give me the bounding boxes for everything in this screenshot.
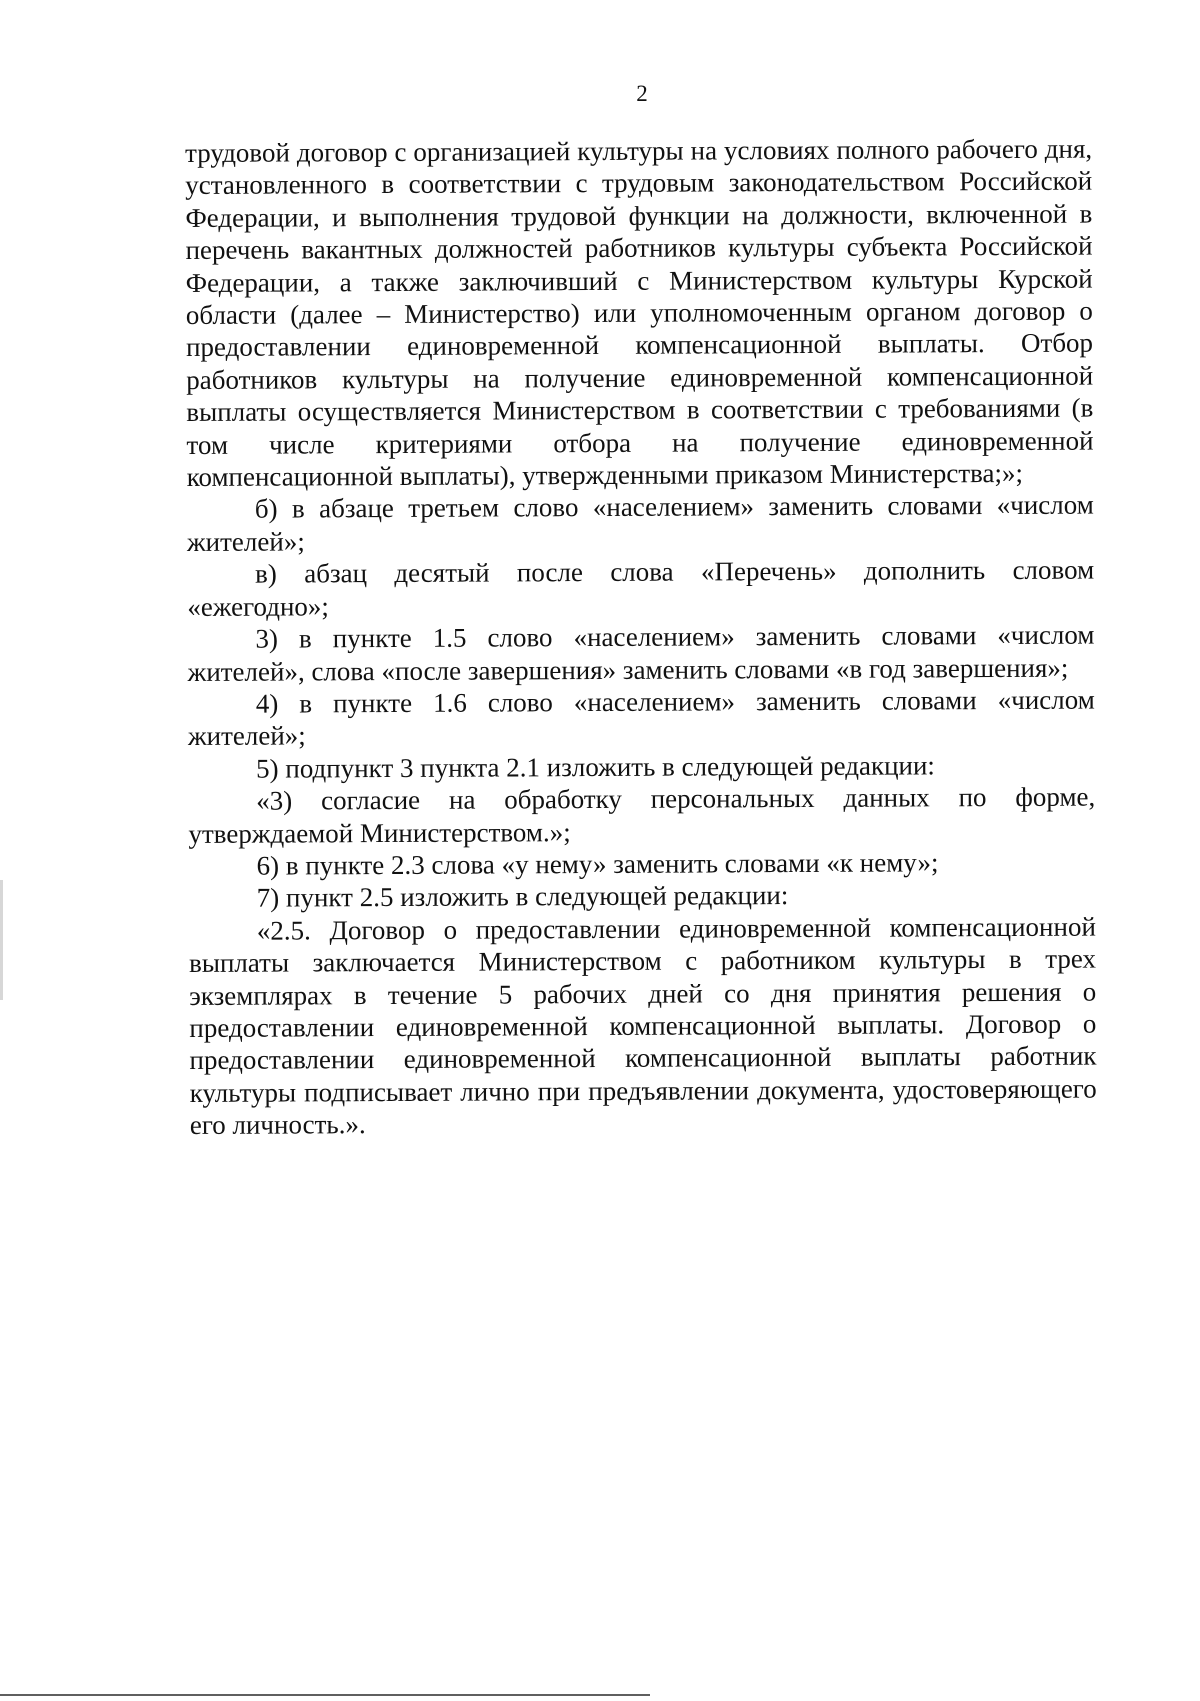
paragraph-amendment-b: б) в абзаце третьем слово «населением» заменить словами «числом жителей»; [186, 490, 1094, 557]
paragraph-item-6: 6) в пункте 2.3 слова «у нему» заменить словами «к нему»; [256, 847, 939, 881]
page-number: 2 [636, 81, 648, 106]
paragraph-item-7: 7) пункт 2.5 изложить в следующей редакции: [256, 880, 789, 914]
paragraph-amendment-v: в) абзац десятый после слова «Перечень» дополнить словом «ежегодно»; [187, 554, 1095, 622]
scan-bottom-edge-line [0, 1694, 650, 1696]
paragraph-item-5: 5) подпункт 3 пункта 2.1 изложить в следующей редакции: [256, 750, 935, 784]
document-body [185, 133, 1097, 1142]
paragraph-item-5-quote: «3) согласие на обработку персональных данных по форме, утверждаемой Министерством.»; [188, 781, 1096, 849]
paragraph-item-7-quote: «2.5. Договор о предоставлении единовременной компенсационной выплаты заключается Министерством с работником культуры в трех экземплярах в течение 5 рабочих дней со дня принятия решения о предоставлении единовременной компенсационной выплаты. Договор о предоставлении единовременной компенсационной выплаты работник культуры подписывает лично при предъявлении документа, удостоверяющего его личность.». [188, 911, 1097, 1141]
paragraph-item-3: 3) в пункте 1.5 слово «населением» заменить словами «числом жителей», слова «после завершения» заменить словами «в год завершения»; [187, 619, 1095, 687]
paragraph-continuation: трудовой договор с организацией культуры на условиях полного рабочего дня, установленного в соответствии с трудовым законодательством Российской Федерации, и выполнения трудовой функции на должности, включенной в перечень вакантных должностей работников культуры субъекта Российской Федерации, а также заключивший с Министерством культуры Курской области (далее – Министерство) или уполномоченным органом договор о предоставлении единовременной компенсационной выплаты. Отбор работников культуры на получение единовременной компенсационной выплаты осуществляется Министерством в соответствии с требованиями (в том числе критериями отбора на получение единовременной компенсационной выплаты), утвержденными приказом Министерства;»; [185, 133, 1094, 493]
paragraph-item-4: 4) в пункте 1.6 слово «населением» заменить словами «числом жителей»; [187, 684, 1095, 752]
scan-left-edge-mark [0, 880, 3, 1000]
